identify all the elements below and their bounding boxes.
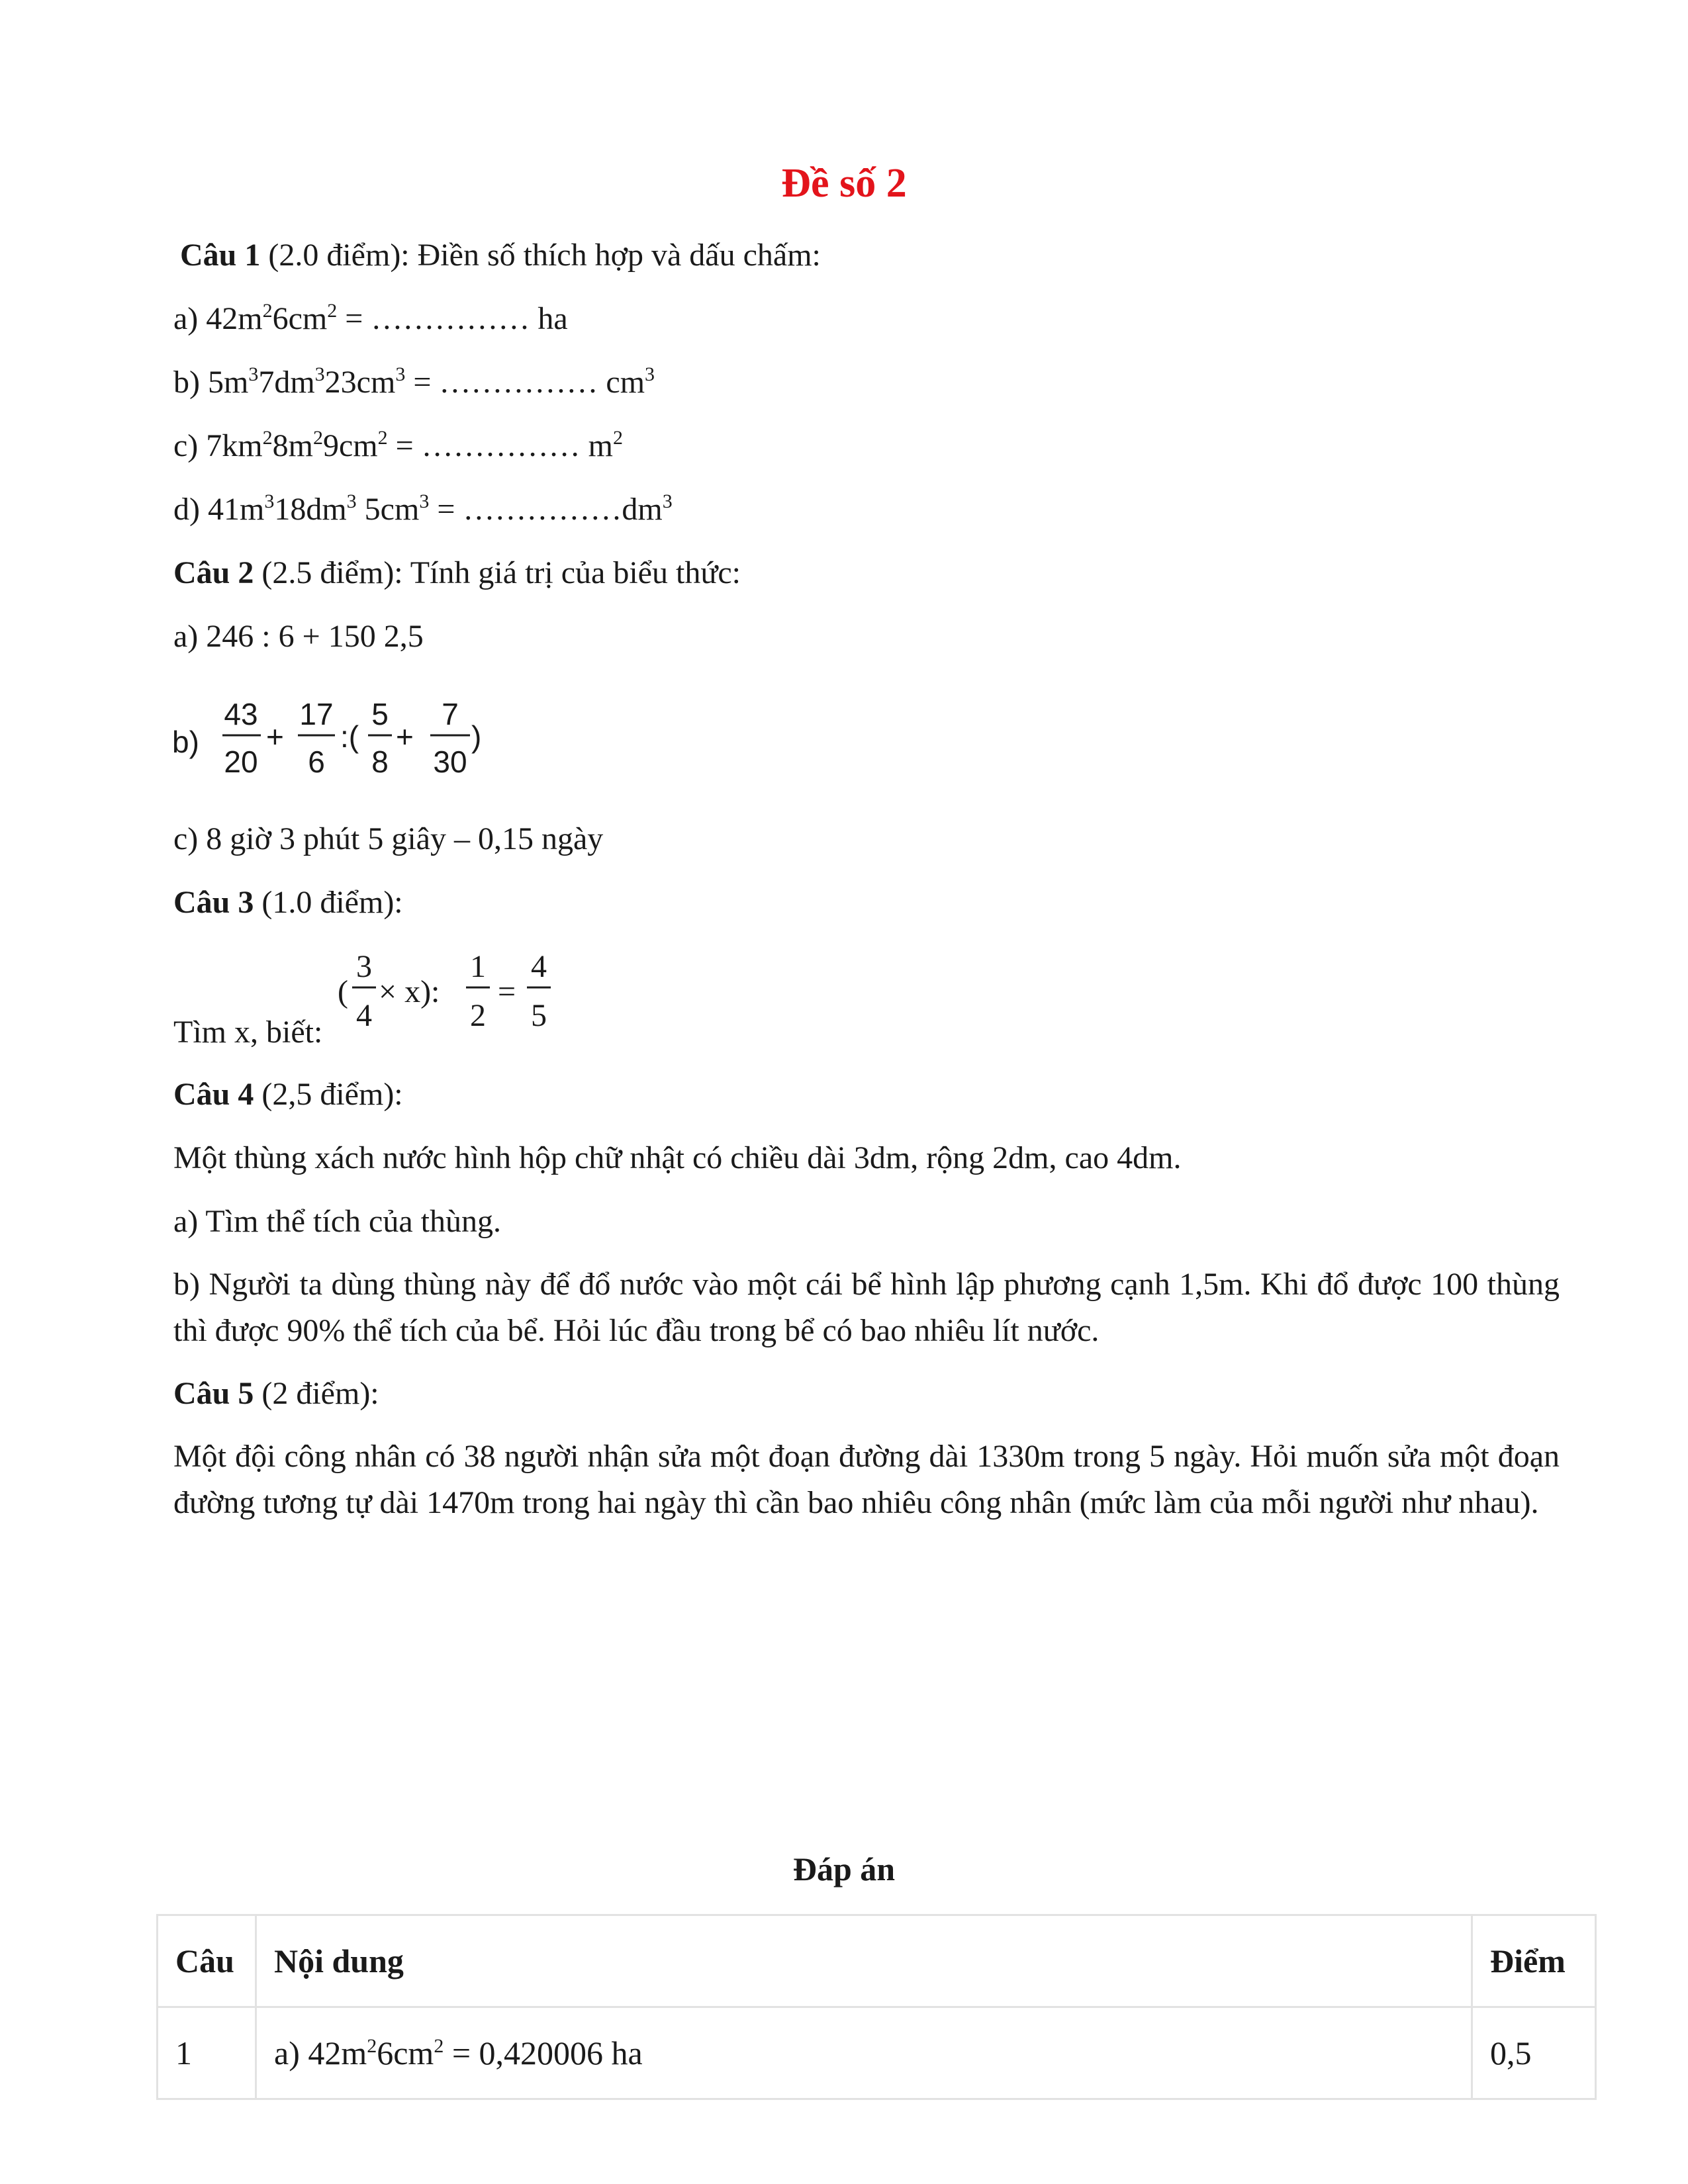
q1-b: b) $5m^37dm^323cm^3$ = …………… $cm^3$ bbox=[173, 363, 655, 400]
frac2-num: 17 bbox=[299, 697, 334, 731]
times-x: × x): bbox=[379, 974, 440, 1009]
q4-intro: Một thùng xách nước hình hộp chữ nhật có chiều dài 3dm, rộng 2dm, cao 4dm. bbox=[173, 1140, 1182, 1175]
plus-sign-2: + bbox=[396, 719, 414, 754]
frac-num-4: 4 bbox=[531, 949, 547, 984]
close-paren: ) bbox=[471, 719, 482, 754]
plus-sign: + bbox=[266, 719, 284, 754]
q1-a: a) $42m^26cm^2$ = …………… ha bbox=[173, 300, 568, 336]
frac2-den: 6 bbox=[308, 745, 325, 779]
q2-c: c) 8 giờ 3 phút 5 giây – 0,15 ngày bbox=[173, 821, 604, 856]
frac1-den: 20 bbox=[224, 745, 258, 779]
open-paren: ( bbox=[338, 974, 348, 1009]
q3-find: Tìm x, biết: bbox=[173, 1015, 323, 1050]
header-noi-dung: Nội dung bbox=[256, 1915, 1472, 2007]
q2-b-prefix: b) bbox=[172, 725, 199, 759]
table-header-row bbox=[158, 1915, 1596, 2007]
q4-b: b) Người ta dùng thùng này để đổ nước vào một cái bể hình lập phương cạnh 1,5m. Khi đổ được 100 thùng thì được 90% thể tích của bể. Hỏi lúc đầu trong bể có bao nhiêu lít nước. bbox=[173, 1267, 1560, 1348]
q5-body: Một đội công nhân có 38 người nhận sửa một đoạn đường dài 1330m trong 5 ngày. Hỏi muốn sửa một đoạn đường tương tự dài 1470m trong hai ngày thì cần bao nhiêu công nhân (mức làm của mỗi người như nhau). bbox=[173, 1439, 1560, 1520]
q2-b-expression bbox=[167, 692, 511, 791]
answer-title: Đáp án bbox=[792, 1850, 896, 1888]
row-noi-dung: a) $42m^26cm^2 = 0,420006$ ha bbox=[256, 2007, 1472, 2099]
q2-heading: Câu 2 (2.5 điểm): Tính giá trị của biểu thức: bbox=[173, 555, 741, 590]
frac3-num: 5 bbox=[371, 697, 389, 731]
q4-heading: Câu 4 (2,5 điểm): bbox=[173, 1077, 403, 1112]
header-cau: Câu bbox=[158, 1915, 256, 2007]
table-row bbox=[158, 2007, 1596, 2099]
frac-num-3: 3 bbox=[356, 949, 372, 984]
row-diem: 0,5 bbox=[1472, 2007, 1596, 2099]
frac4-num: 7 bbox=[442, 697, 459, 731]
q1-c: c) $7km^28m^29cm^2$ = …………… $m^2$ bbox=[173, 427, 624, 463]
row-cau: 1 bbox=[158, 2007, 256, 2099]
frac-den-4: 4 bbox=[356, 998, 372, 1033]
q3-expression bbox=[336, 946, 561, 1046]
frac4-den: 30 bbox=[433, 745, 467, 779]
q3-heading: Câu 3 (1.0 điểm): bbox=[173, 885, 403, 920]
q4-a: a) Tìm thể tích của thùng. bbox=[173, 1204, 501, 1239]
frac-den-2: 2 bbox=[470, 998, 486, 1033]
q2-a: a) 246 : 6 + 150 2,5 bbox=[173, 619, 424, 654]
div-paren: :( bbox=[340, 719, 359, 754]
page-title: Đề số 2 bbox=[781, 161, 907, 206]
q1-d: d) $41m^318dm^3$ $5cm^3$ = $\dots\dots\dots\dots\dots dm^3$ bbox=[173, 490, 673, 527]
q5-heading: Câu 5 (2 điểm): bbox=[173, 1376, 379, 1411]
header-diem: Điểm bbox=[1472, 1915, 1596, 2007]
frac-num-1: 1 bbox=[470, 949, 486, 984]
frac-den-5: 5 bbox=[531, 998, 547, 1033]
q1-heading: Câu 1 (2.0 điểm): Điền số thích hợp và dấu chấm: bbox=[180, 238, 821, 273]
frac3-den: 8 bbox=[371, 745, 389, 779]
frac1-num: 43 bbox=[224, 697, 258, 731]
equals: = bbox=[498, 974, 516, 1009]
answer-table bbox=[156, 1914, 1597, 2100]
